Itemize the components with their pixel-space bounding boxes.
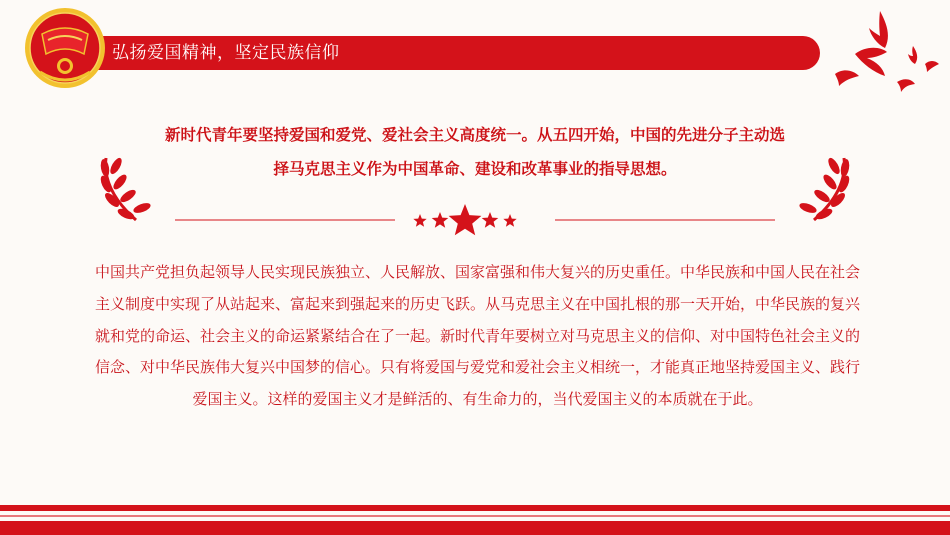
star-icon — [482, 212, 499, 228]
intro-line-1: 新时代青年要坚持爱国和爱党、爱社会主义高度统一。从五四开始，中国的先进分子主动选 — [164, 126, 785, 144]
star-icon — [432, 212, 449, 228]
body-paragraph — [95, 257, 860, 416]
star-icon — [413, 214, 426, 227]
page-title: 弘扬爱国精神，坚定民族信仰 — [112, 43, 340, 63]
youth-league-emblem-icon — [20, 4, 110, 94]
header-bar — [80, 36, 820, 70]
flying-doves-icon — [825, 6, 945, 101]
laurel-branch-icon — [96, 150, 174, 225]
star-divider — [175, 202, 775, 238]
bottom-decorative-band — [0, 497, 950, 535]
intro-line-2: 择马克思主义作为中国革命、建设和改革事业的指导思想。 — [273, 160, 677, 178]
laurel-branch-icon — [776, 150, 854, 225]
intro-text — [95, 118, 855, 186]
star-icon — [503, 214, 516, 227]
body-text: 中国共产党担负起领导人民实现民族独立、人民解放、国家富强和伟大复兴的历史重任。中华民族和中国人民在社会主义制度中实现了从站起来、富起来到强起来的历史飞跃。从马克思主义在中国扎根的那一天开始，中华民族的复兴就和党的命运、社会主义的命运紧紧结合在了一起。新时代青年要树立对马克思主义的信仰、对中国特色社会主义的信念、对中华民族伟大复兴中国梦的信心。只有将爱国与爱党和爱社会主义相统一，才能真正地坚持爱国主义、践行爱国主义。这样的爱国主义才是鲜活的、有生命力的，当代爱国主义的本质就在于此。 — [95, 263, 861, 409]
star-icon — [449, 204, 482, 235]
